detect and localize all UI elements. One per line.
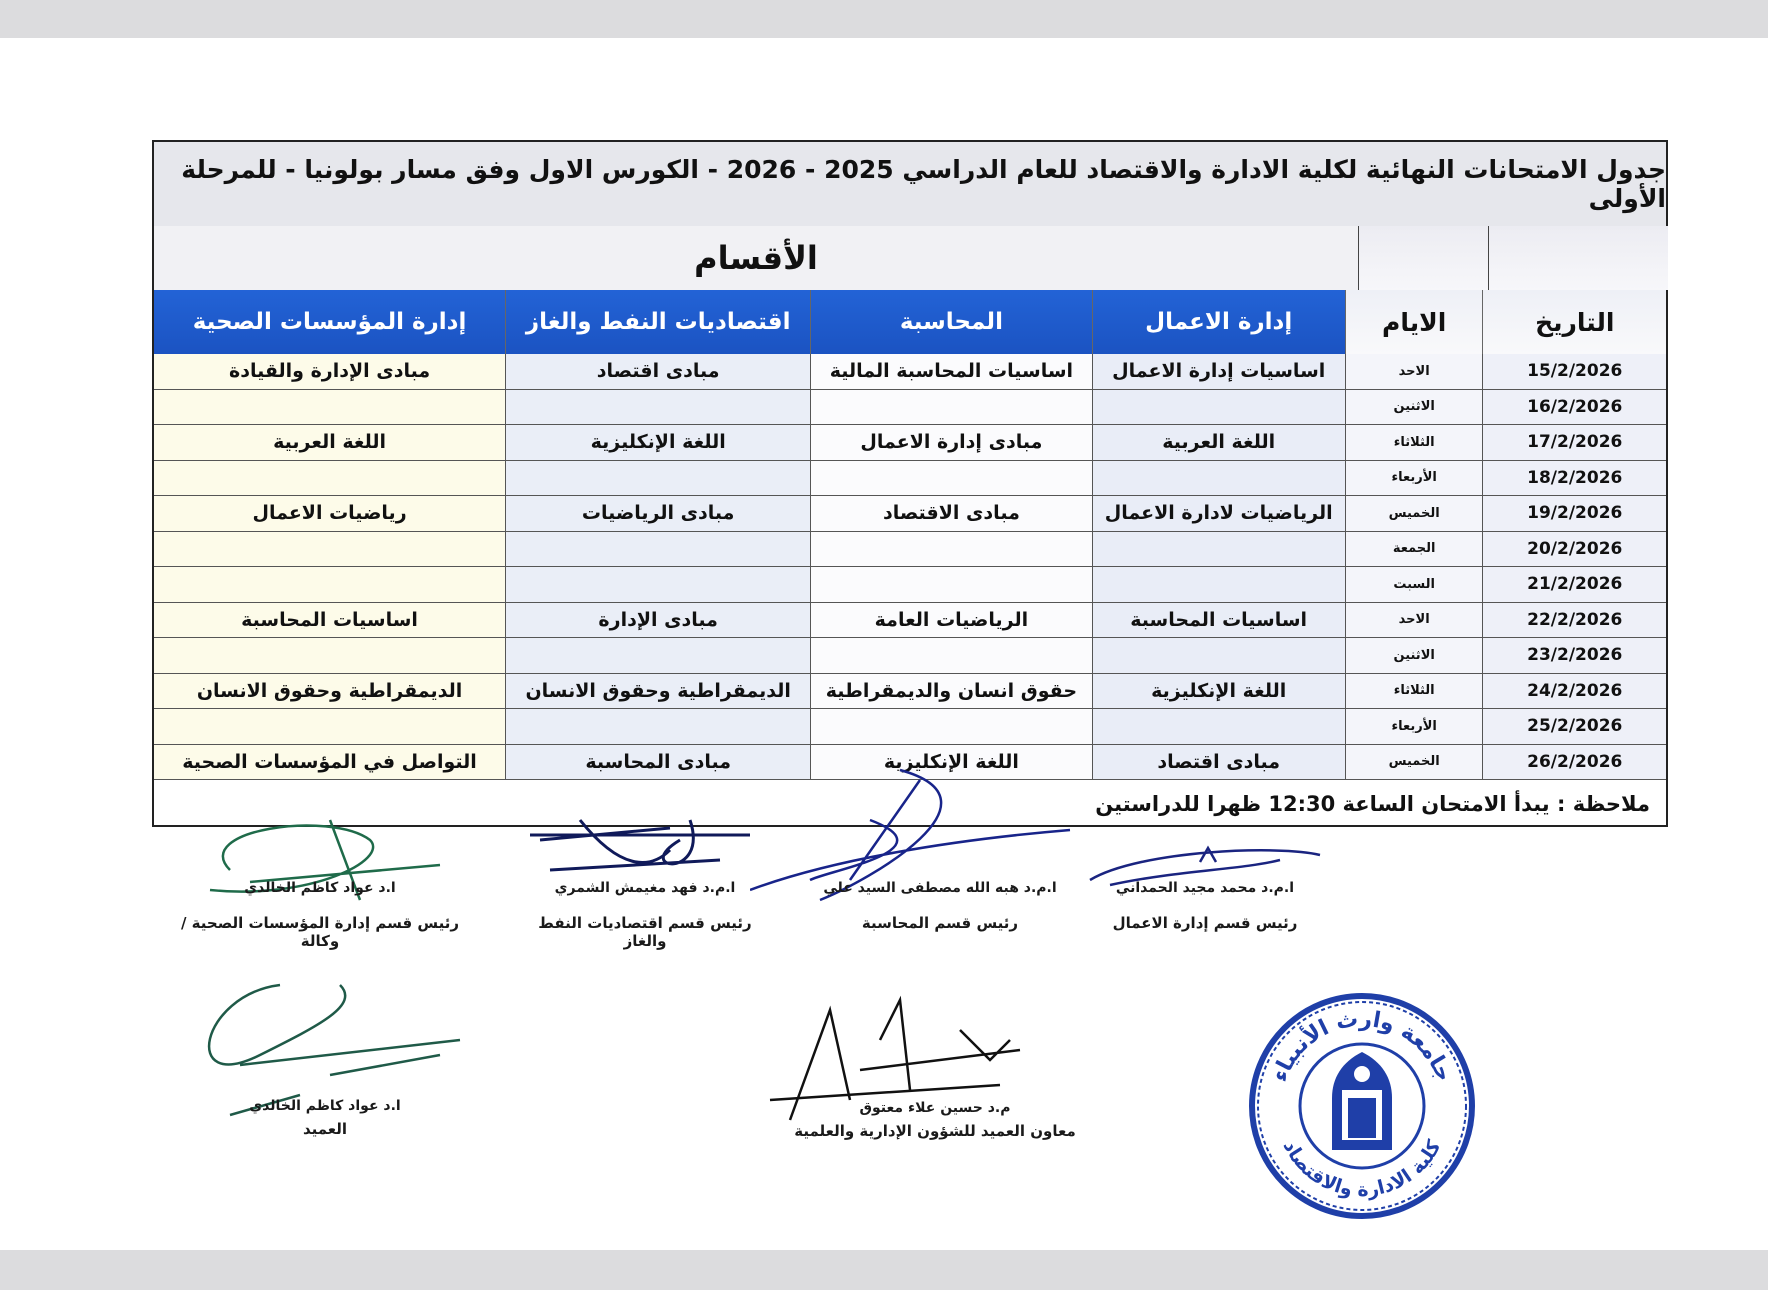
health-cell [154, 461, 505, 496]
signatory-vice-dean [790, 1100, 1080, 1140]
health-cell: اساسيات المحاسبة [154, 603, 505, 638]
oil-gas-cell [505, 638, 810, 673]
health-cell: التواصل في المؤسسات الصحية [154, 745, 505, 780]
signatory-role: رئيس قسم إدارة الاعمال [1112, 914, 1298, 932]
day-cell: الاثنين [1345, 638, 1483, 673]
signatory-business [1090, 880, 1320, 932]
stamp-seal-icon [1246, 990, 1478, 1222]
date-cell: 21/2/2026 [1482, 567, 1666, 602]
signatory-role: رئيس قسم اقتصاديات النفط والغاز [538, 914, 752, 950]
departments-row [154, 226, 1666, 291]
signatory-name: ا.م.د هبه الله مصطفى السيد علي [823, 880, 1057, 896]
table-row [154, 709, 1666, 745]
departments-label: الأقسام [154, 226, 1358, 290]
signatory-role: رئيس قسم المحاسبة [861, 914, 1019, 932]
day-cell: الخميس [1345, 745, 1483, 780]
signatory-role: معاون العميد للشؤون الإدارية والعلمية [794, 1122, 1076, 1140]
health-cell: رياضيات الاعمال [154, 496, 505, 531]
business-cell [1092, 532, 1345, 567]
day-cell: الثلاثاء [1345, 674, 1483, 709]
business-cell: اللغة الإنكليزية [1092, 674, 1345, 709]
oil-gas-cell [505, 390, 810, 425]
date-cell: 24/2/2026 [1482, 674, 1666, 709]
header-business: إدارة الاعمال [1092, 290, 1345, 354]
date-cell: 15/2/2026 [1482, 354, 1666, 389]
header-date: التاريخ [1482, 290, 1666, 354]
header-day: الايام [1345, 290, 1483, 354]
accounting-cell [810, 390, 1091, 425]
accounting-cell: اللغة الإنكليزية [810, 745, 1091, 780]
oil-gas-cell [505, 461, 810, 496]
signatory-name: ا.د عواد كاظم الخالدي [249, 1098, 401, 1114]
health-cell [154, 709, 505, 744]
schedule-body [154, 354, 1666, 780]
table-row [154, 425, 1666, 461]
signatory-name: ا.م.د محمد مجيد الحمداني [1115, 880, 1295, 896]
oil-gas-cell [505, 709, 810, 744]
date-cell: 20/2/2026 [1482, 532, 1666, 567]
day-cell: الاحد [1345, 603, 1483, 638]
date-cell: 19/2/2026 [1482, 496, 1666, 531]
health-cell [154, 638, 505, 673]
day-cell: الأربعاء [1345, 461, 1483, 496]
oil-gas-cell: الديمقراطية وحقوق الانسان [505, 674, 810, 709]
business-cell [1092, 638, 1345, 673]
signatory-accounting [820, 880, 1060, 932]
health-cell: مبادى الإدارة والقيادة [154, 354, 505, 389]
health-cell [154, 390, 505, 425]
date-cell: 22/2/2026 [1482, 603, 1666, 638]
accounting-cell [810, 567, 1091, 602]
exam-schedule-table [152, 140, 1668, 827]
day-cell: الثلاثاء [1345, 425, 1483, 460]
date-cell: 17/2/2026 [1482, 425, 1666, 460]
header-health: إدارة المؤسسات الصحية [154, 290, 505, 354]
signatory-name: م.د حسين علاء معتوق [859, 1100, 1011, 1116]
date-cell: 25/2/2026 [1482, 709, 1666, 744]
accounting-cell: حقوق انسان والديمقراطية [810, 674, 1091, 709]
column-headers [154, 290, 1666, 354]
business-cell [1092, 567, 1345, 602]
table-row [154, 603, 1666, 639]
header-accounting: المحاسبة [810, 290, 1091, 354]
day-cell: الأربعاء [1345, 709, 1483, 744]
date-cell: 18/2/2026 [1482, 461, 1666, 496]
business-cell: اساسيات إدارة الاعمال [1092, 354, 1345, 389]
day-cell: الاحد [1345, 354, 1483, 389]
signature-scribble-oil-head [520, 810, 770, 890]
exam-time-note: ملاحظة : يبدأ الامتحان الساعة 12:30 ظهرا للدراستين [1095, 791, 1650, 816]
table-row [154, 532, 1666, 568]
signatory-oil-gas [520, 880, 770, 950]
signatory-name: ا.د عواد كاظم الخالدي [244, 880, 396, 896]
day-cell: الجمعة [1345, 532, 1483, 567]
oil-gas-cell: اللغة الإنكليزية [505, 425, 810, 460]
health-cell: اللغة العربية [154, 425, 505, 460]
signatory-dean [220, 1098, 430, 1138]
table-row [154, 461, 1666, 497]
accounting-cell: مبادى الاقتصاد [810, 496, 1091, 531]
university-stamp [1246, 990, 1478, 1222]
business-cell [1092, 709, 1345, 744]
blank-date-header [1488, 226, 1668, 290]
day-cell: الخميس [1345, 496, 1483, 531]
oil-gas-cell: مبادى الإدارة [505, 603, 810, 638]
stamp-bottom-text: كلية الادارة والاقتصاد [1278, 1136, 1446, 1202]
accounting-cell [810, 638, 1091, 673]
oil-gas-cell: مبادى اقتصاد [505, 354, 810, 389]
stamp-top-text: جامعة وارث الأنبياء [1267, 1006, 1457, 1086]
table-title: جدول الامتحانات النهائية لكلية الادارة والاقتصاد للعام الدراسي 2025 - 2026 - الكورس الاول وفق مسار بولونيا - للمرحلة الأولى [154, 142, 1666, 228]
accounting-cell: مبادى إدارة الاعمال [810, 425, 1091, 460]
table-row [154, 496, 1666, 532]
table-row [154, 354, 1666, 390]
accounting-cell [810, 709, 1091, 744]
accounting-cell: الرياضيات العامة [810, 603, 1091, 638]
table-row [154, 390, 1666, 426]
oil-gas-cell: مبادى الرياضيات [505, 496, 810, 531]
oil-gas-cell: مبادى المحاسبة [505, 745, 810, 780]
business-cell: الرياضيات لادارة الاعمال [1092, 496, 1345, 531]
header-oil-gas: اقتصاديات النفط والغاز [505, 290, 810, 354]
oil-gas-cell [505, 532, 810, 567]
signatory-role: رئيس قسم إدارة المؤسسات الصحية / وكالة [180, 914, 460, 950]
date-cell: 26/2/2026 [1482, 745, 1666, 780]
signatory-health [160, 880, 480, 950]
date-cell: 23/2/2026 [1482, 638, 1666, 673]
oil-gas-cell [505, 567, 810, 602]
signatory-role: العميد [302, 1120, 348, 1138]
business-cell [1092, 461, 1345, 496]
day-cell: الاثنين [1345, 390, 1483, 425]
table-row [154, 674, 1666, 710]
health-cell [154, 532, 505, 567]
accounting-cell [810, 532, 1091, 567]
table-row [154, 638, 1666, 674]
day-cell: السبت [1345, 567, 1483, 602]
blank-day-header [1358, 226, 1488, 290]
business-cell: مبادى اقتصاد [1092, 745, 1345, 780]
accounting-cell [810, 461, 1091, 496]
business-cell: اللغة العربية [1092, 425, 1345, 460]
business-cell: اساسيات المحاسبة [1092, 603, 1345, 638]
signatory-name: ا.م.د فهد مغيمش الشمري [554, 880, 736, 896]
health-cell [154, 567, 505, 602]
date-cell: 16/2/2026 [1482, 390, 1666, 425]
business-cell [1092, 390, 1345, 425]
accounting-cell: اساسيات المحاسبة المالية [810, 354, 1091, 389]
table-row [154, 567, 1666, 603]
health-cell: الديمقراطية وحقوق الانسان [154, 674, 505, 709]
